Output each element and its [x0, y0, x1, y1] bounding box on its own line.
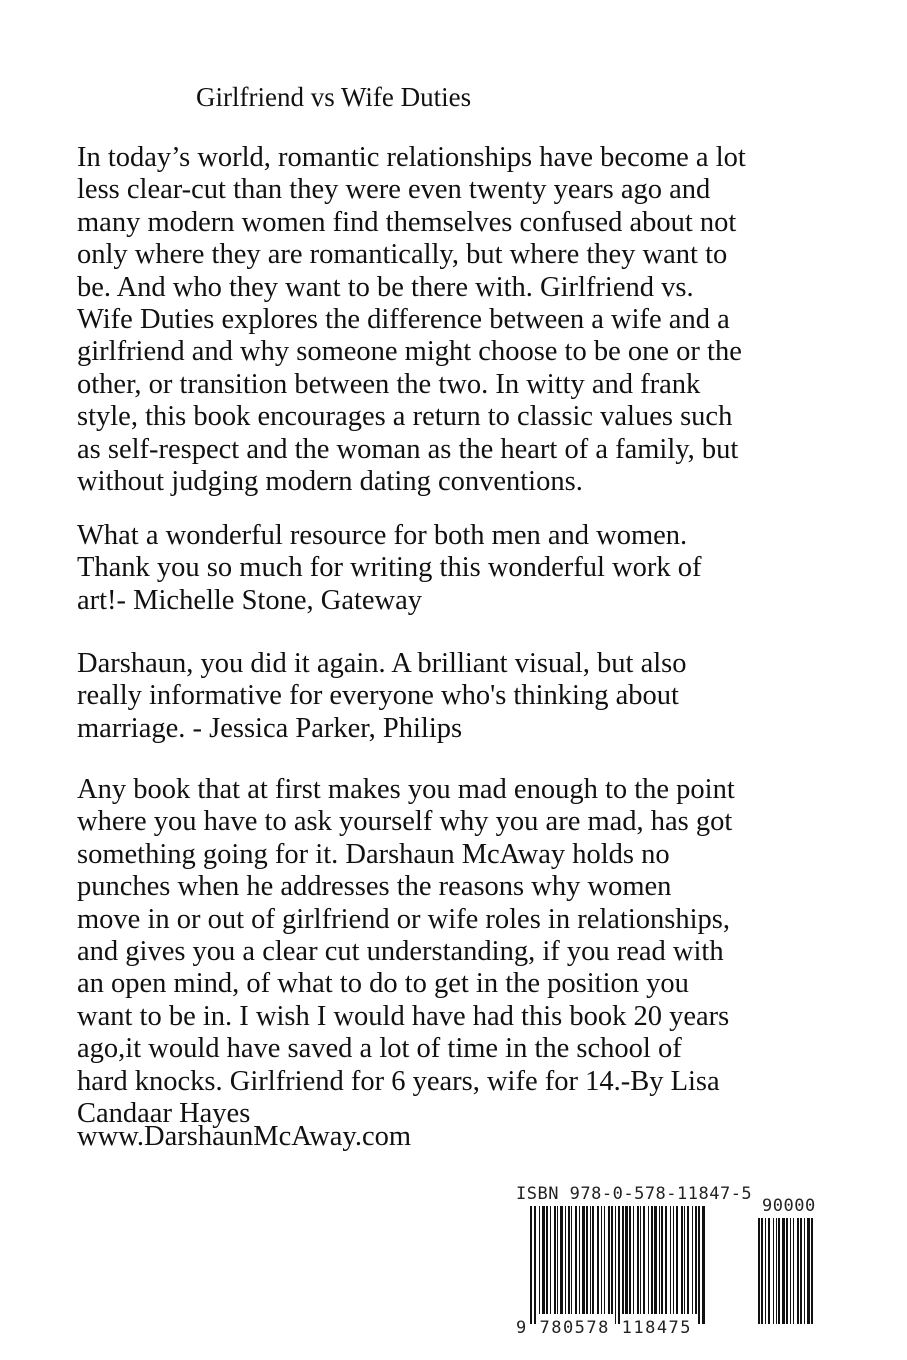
barcode-bar [687, 1206, 689, 1314]
review-line: and gives you a clear cut understanding, if you read with [77, 936, 724, 968]
barcode-bar [625, 1206, 628, 1314]
blurb-line: be. And who they want to be there with. Girlfriend vs. [77, 271, 694, 303]
barcode-bar [761, 1218, 763, 1324]
blurb-line: Wife Duties explores the difference between a wife and a [77, 304, 730, 336]
barcode-bar [804, 1218, 805, 1324]
review-jessica-parker [77, 648, 877, 745]
barcode-bar [673, 1206, 674, 1314]
barcode-bar [793, 1218, 794, 1324]
barcode-bar [768, 1218, 770, 1324]
review-line: where you have to ask yourself why you are mad, has got [77, 806, 733, 838]
blurb-line: as self-respect and the woman as the heart of a family, but [77, 433, 739, 465]
barcode-bar [648, 1206, 649, 1314]
review-line: Any book that at first makes you mad enough to the point [77, 774, 735, 805]
review-line: What a wonderful resource for both men and women. [77, 520, 688, 551]
barcode-bar [702, 1206, 705, 1324]
barcode-bar [758, 1218, 760, 1324]
blurb-line: without judging modern dating conventions. [77, 466, 583, 498]
barcode-bar [684, 1206, 685, 1314]
review-line: hard knocks. Girlfriend for 6 years, wife for 14.-By Lisa [77, 1065, 720, 1097]
barcode-bar [695, 1206, 697, 1314]
isbn-label: ISBN 978-0-578-11847-5 [516, 1184, 753, 1204]
barcode-bar [800, 1218, 802, 1324]
book-blurb [77, 142, 877, 498]
barcode-bar [622, 1206, 624, 1314]
review-line: move in or out of girlfriend or wife roles in relationships, [77, 903, 730, 935]
barcode-bar [665, 1206, 667, 1314]
barcode-bar [773, 1218, 774, 1324]
blurb-line: only where they are romantically, but where they want to [77, 239, 728, 271]
barcode-bar [530, 1206, 532, 1324]
barcode-bar [681, 1206, 683, 1314]
barcode-bar [807, 1218, 810, 1324]
barcode-bar [676, 1206, 678, 1314]
barcode-bar [629, 1206, 631, 1314]
barcode-bar [692, 1206, 693, 1314]
barcode-bar [659, 1206, 660, 1314]
blurb-line: In today’s world, romantic relationships have become a lot [77, 142, 746, 173]
barcode-bar [661, 1206, 663, 1314]
review-line: Thank you so much for writing this wonderful work of [77, 552, 702, 584]
review-lisa-candaar-hayes [77, 774, 877, 1130]
barcode-bar [546, 1206, 548, 1314]
barcode-bar [765, 1218, 766, 1324]
barcode-bar [651, 1206, 653, 1314]
barcode-bar [608, 1206, 610, 1314]
review-line: Candaar Hayes [77, 1098, 251, 1130]
barcode-bar [615, 1206, 616, 1324]
ean-barcode-bars [530, 1206, 752, 1324]
barcode-bar [782, 1218, 785, 1324]
addon-barcode-bars [758, 1218, 834, 1324]
barcode-bar [601, 1206, 602, 1314]
review-line: an open mind, of what to do to get in the position you [77, 968, 689, 1000]
barcode-bar [811, 1218, 813, 1324]
barcode-bar [542, 1206, 545, 1314]
barcode-bar [698, 1206, 700, 1324]
barcode-bar [557, 1206, 558, 1314]
blurb-line: less clear-cut than they were even twenty years ago and [77, 174, 711, 206]
barcode-bar [637, 1206, 639, 1314]
blurb-line: style, this book encourages a return to classic values such [77, 401, 733, 433]
price-code: 90000 [762, 1196, 816, 1216]
barcode-bar [592, 1206, 594, 1314]
barcode-bar [790, 1218, 791, 1324]
barcode-bar [654, 1206, 657, 1314]
review-line: ago,it would have saved a lot of time in the school of [77, 1033, 682, 1065]
barcode-bar [550, 1206, 551, 1314]
barcode-bar [611, 1206, 613, 1314]
barcode-bar [778, 1218, 780, 1324]
blurb-line: other, or transition between the two. In witty and frank [77, 368, 701, 400]
review-line: Darshaun, you did it again. A brilliant visual, but also [77, 648, 687, 679]
barcode-bar [571, 1206, 572, 1314]
barcode-bar [579, 1206, 580, 1314]
barcode-bar [586, 1206, 588, 1314]
barcode-bar [539, 1206, 540, 1314]
barcode-bar [670, 1206, 671, 1314]
barcode-bar [776, 1218, 777, 1324]
ean-digits: 9 780578 118475 [516, 1318, 693, 1338]
barcode-bar [786, 1218, 788, 1324]
barcode-bar [582, 1206, 585, 1314]
review-line: punches when he addresses the reasons why women [77, 871, 672, 903]
review-line: something going for it. Darshaun McAway holds no [77, 838, 670, 870]
review-line: really informative for everyone who's thinking about [77, 680, 679, 712]
barcode-bar [534, 1206, 536, 1324]
barcode-bar [568, 1206, 570, 1314]
review-line: art!- Michelle Stone, Gateway [77, 584, 423, 616]
barcode-bar [590, 1206, 591, 1314]
barcode-bar [565, 1206, 566, 1314]
barcode-bar [597, 1206, 599, 1314]
barcode-bar [575, 1206, 577, 1314]
website-link[interactable]: www.DarshaunMcAway.com [77, 1121, 412, 1152]
barcode-bar [640, 1206, 641, 1314]
blurb-line: girlfriend and why someone might choose to be one or the [77, 336, 742, 368]
review-line: want to be in. I wish I would have had this book 20 years [77, 1000, 730, 1032]
barcode-bar [643, 1206, 645, 1314]
barcode-bar [554, 1206, 556, 1314]
barcode-bar [560, 1206, 563, 1314]
barcode-bar [604, 1206, 605, 1314]
blurb-line: many modern women find themselves confused about not [77, 206, 737, 238]
review-michelle-stone [77, 520, 877, 617]
author-website[interactable] [77, 1121, 877, 1153]
isbn-barcode [512, 1184, 842, 1344]
barcode-bar [797, 1218, 799, 1324]
barcode-bar [618, 1206, 620, 1324]
barcode-bar [633, 1206, 634, 1314]
page-title: Girlfriend vs Wife Duties [196, 82, 472, 112]
review-line: marriage. - Jessica Parker, Philips [77, 712, 463, 744]
